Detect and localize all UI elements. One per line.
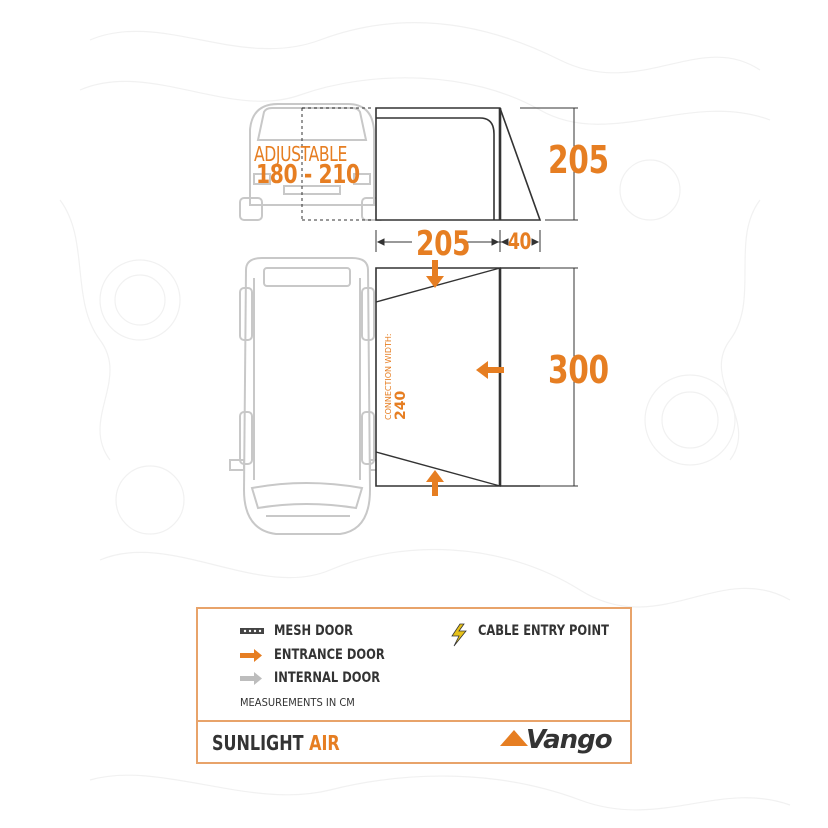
awning-side-view (376, 108, 540, 220)
van-top-view (230, 258, 384, 534)
connection-width-label: CONNECTION WIDTH: (384, 333, 393, 420)
cable-entry-label: CABLE ENTRY POINT (478, 623, 609, 639)
connection-width-value: 240 (393, 390, 409, 420)
brand-name: Vango (526, 725, 612, 755)
product-name-part2: AIR (309, 731, 340, 755)
internal-door-label: INTERNAL DOOR (274, 670, 381, 686)
depth-value: 300 (548, 348, 609, 392)
connection-width (383, 333, 407, 420)
adjustable-label: ADJUSTABLE (254, 142, 347, 166)
measurements-note: MEASUREMENTS IN CM (240, 696, 355, 709)
height-value: 205 (548, 138, 609, 182)
entrance-door-label: ENTRANCE DOOR (274, 647, 385, 663)
length-value: 205 (416, 224, 471, 264)
adjustable-range: 180 - 210 (256, 160, 360, 190)
mesh-door-label: MESH DOOR (274, 623, 354, 639)
legend-divider (196, 720, 632, 722)
product-name-part1: SUNLIGHT (212, 731, 304, 755)
product-name (212, 731, 340, 755)
extension-value: 40 (508, 230, 532, 255)
